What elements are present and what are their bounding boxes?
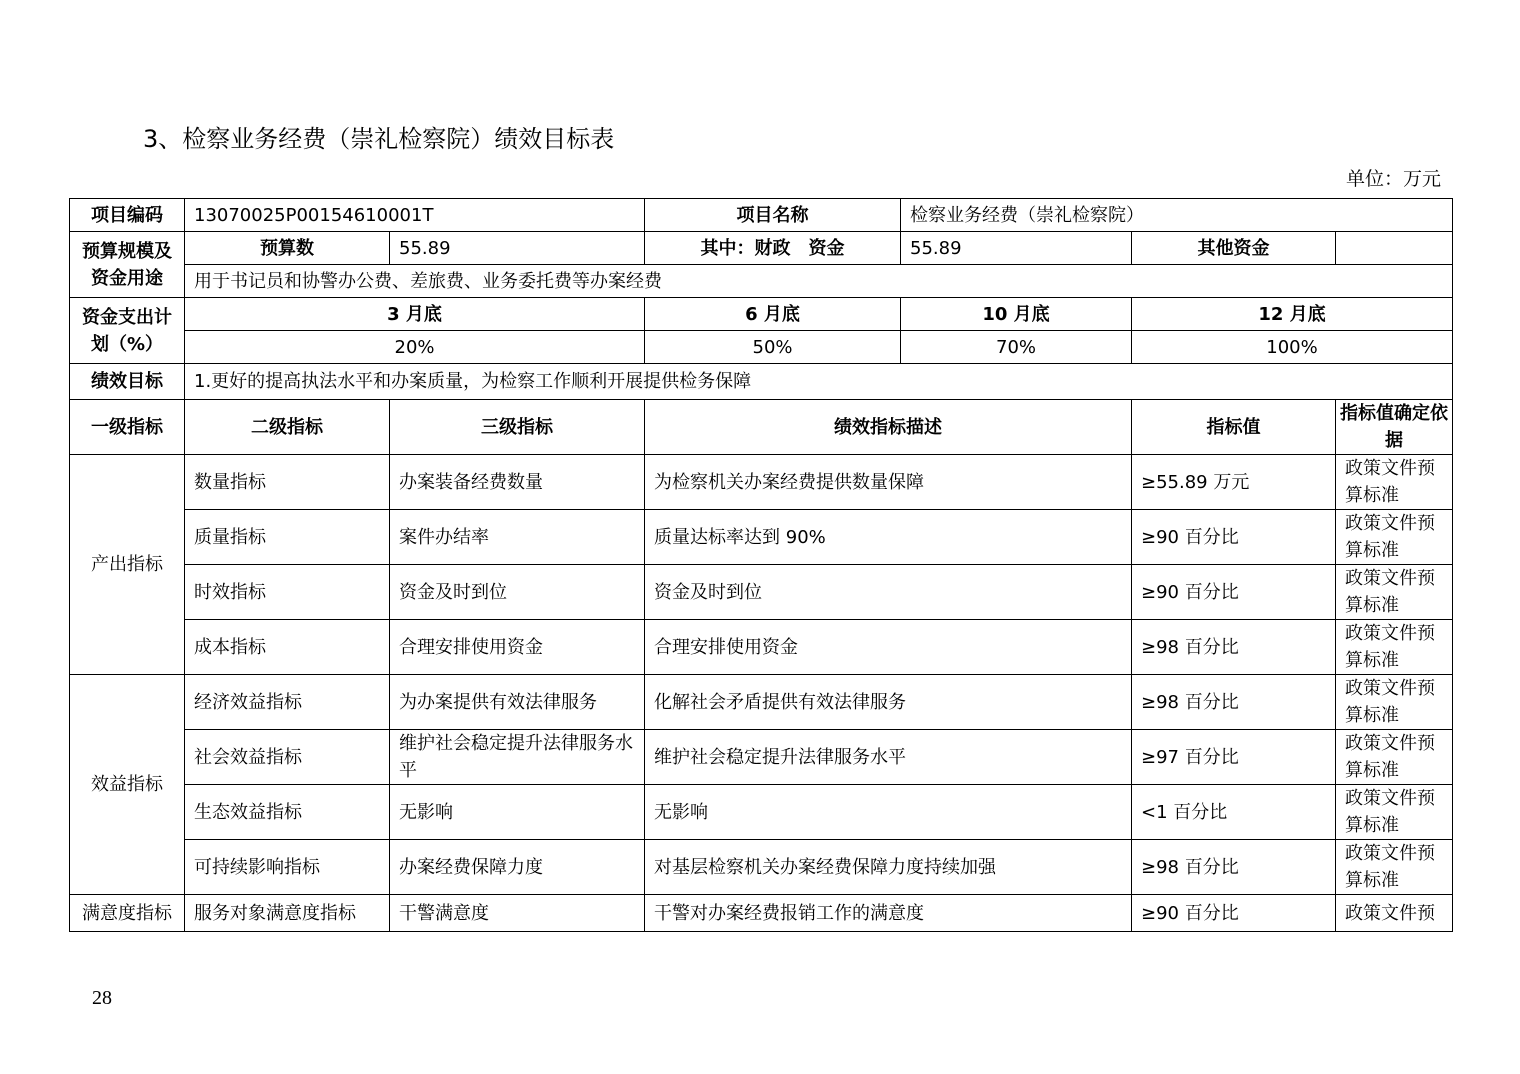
project-info-row [70, 199, 1453, 232]
level3-indicator: 维护社会稳定提升法律服务水平 [390, 730, 645, 785]
spending-plan-period-row [70, 298, 1453, 331]
level2-indicator: 质量指标 [185, 510, 390, 565]
period-value: 20% [185, 331, 645, 364]
level2-indicator: 经济效益指标 [185, 675, 390, 730]
other-fund-value [1336, 232, 1453, 265]
level2-indicator: 数量指标 [185, 455, 390, 510]
project-name-value: 检察业务经费（崇礼检察院） [901, 199, 1453, 232]
budget-label: 预算规模及资金用途 [70, 232, 185, 298]
period-value: 70% [901, 331, 1132, 364]
indicator-basis: 政策文件预算标准 [1336, 840, 1453, 895]
period-label: 10 月底 [901, 298, 1132, 331]
indicator-value: ≥98 百分比 [1132, 675, 1336, 730]
indicator-row [70, 455, 1453, 510]
document-title: 3、检察业务经费（崇礼检察院）绩效目标表 [143, 125, 615, 153]
period-value: 50% [645, 331, 901, 364]
level3-indicator: 办案经费保障力度 [390, 840, 645, 895]
indicator-basis: 政策文件预算标准 [1336, 785, 1453, 840]
indicator-basis: 政策文件预算标准 [1336, 620, 1453, 675]
level2-indicator: 社会效益指标 [185, 730, 390, 785]
period-label: 12 月底 [1132, 298, 1453, 331]
indicator-basis: 政策文件预 [1336, 895, 1453, 932]
fiscal-fund-value: 55.89 [901, 232, 1132, 265]
indicator-value: <1 百分比 [1132, 785, 1336, 840]
fund-usage-row [70, 265, 1453, 298]
project-code-value: 13070025P00154610001T [185, 199, 645, 232]
indicator-basis: 政策文件预算标准 [1336, 455, 1453, 510]
period-value: 100% [1132, 331, 1453, 364]
project-code-label: 项目编码 [70, 199, 185, 232]
indicator-value: ≥90 百分比 [1132, 565, 1336, 620]
indicator-description: 为检察机关办案经费提供数量保障 [645, 455, 1132, 510]
indicator-row [70, 730, 1453, 785]
performance-goal-row [70, 364, 1453, 400]
level2-indicator: 生态效益指标 [185, 785, 390, 840]
project-name-label: 项目名称 [645, 199, 901, 232]
level3-indicator: 干警满意度 [390, 895, 645, 932]
level3-indicator: 办案装备经费数量 [390, 455, 645, 510]
indicator-value: ≥90 百分比 [1132, 510, 1336, 565]
level3-indicator: 案件办结率 [390, 510, 645, 565]
indicator-row [70, 895, 1453, 932]
spending-plan-label: 资金支出计划（%） [70, 298, 185, 364]
page-number: 28 [92, 987, 112, 1009]
column-header: 三级指标 [390, 400, 645, 455]
indicator-value: ≥98 百分比 [1132, 840, 1336, 895]
indicator-row [70, 785, 1453, 840]
level3-indicator: 资金及时到位 [390, 565, 645, 620]
column-header: 绩效指标描述 [645, 400, 1132, 455]
performance-goal-label: 绩效目标 [70, 364, 185, 400]
column-header: 指标值 [1132, 400, 1336, 455]
indicator-row [70, 565, 1453, 620]
indicator-description: 干警对办案经费报销工作的满意度 [645, 895, 1132, 932]
performance-goal-text: 1.更好的提高执法水平和办案质量，为检察工作顺利开展提供检务保障 [185, 364, 1453, 400]
period-label: 3 月底 [185, 298, 645, 331]
indicator-description: 对基层检察机关办案经费保障力度持续加强 [645, 840, 1132, 895]
performance-target-table [69, 198, 1453, 932]
indicator-row [70, 510, 1453, 565]
unit-label: 单位：万元 [1345, 168, 1441, 190]
indicator-row [70, 840, 1453, 895]
indicator-description: 质量达标率达到 90% [645, 510, 1132, 565]
indicator-row [70, 620, 1453, 675]
column-header: 二级指标 [185, 400, 390, 455]
level3-indicator: 为办案提供有效法律服务 [390, 675, 645, 730]
level2-indicator: 服务对象满意度指标 [185, 895, 390, 932]
indicator-description: 无影响 [645, 785, 1132, 840]
indicator-value: ≥55.89 万元 [1132, 455, 1336, 510]
indicator-value: ≥97 百分比 [1132, 730, 1336, 785]
indicator-header-row [70, 400, 1453, 455]
indicator-basis: 政策文件预算标准 [1336, 675, 1453, 730]
column-header: 一级指标 [70, 400, 185, 455]
budget-total-value: 55.89 [390, 232, 645, 265]
level1-indicator: 产出指标 [70, 455, 185, 675]
level1-indicator: 满意度指标 [70, 895, 185, 932]
indicator-basis: 政策文件预算标准 [1336, 565, 1453, 620]
column-header: 指标值确定依据 [1336, 400, 1453, 455]
level3-indicator: 合理安排使用资金 [390, 620, 645, 675]
spending-plan-value-row [70, 331, 1453, 364]
level2-indicator: 成本指标 [185, 620, 390, 675]
indicator-value: ≥98 百分比 [1132, 620, 1336, 675]
fund-usage-text: 用于书记员和协警办公费、差旅费、业务委托费等办案经费 [185, 265, 1453, 298]
fiscal-fund-label: 其中：财政 资金 [645, 232, 901, 265]
indicator-row [70, 675, 1453, 730]
indicator-basis: 政策文件预算标准 [1336, 510, 1453, 565]
level2-indicator: 可持续影响指标 [185, 840, 390, 895]
indicator-basis: 政策文件预算标准 [1336, 730, 1453, 785]
indicator-description: 化解社会矛盾提供有效法律服务 [645, 675, 1132, 730]
budget-total-label: 预算数 [185, 232, 390, 265]
indicator-value: ≥90 百分比 [1132, 895, 1336, 932]
indicator-description: 维护社会稳定提升法律服务水平 [645, 730, 1132, 785]
indicator-description: 合理安排使用资金 [645, 620, 1132, 675]
period-label: 6 月底 [645, 298, 901, 331]
level3-indicator: 无影响 [390, 785, 645, 840]
level2-indicator: 时效指标 [185, 565, 390, 620]
budget-amount-row [70, 232, 1453, 265]
indicator-description: 资金及时到位 [645, 565, 1132, 620]
other-fund-label: 其他资金 [1132, 232, 1336, 265]
level1-indicator: 效益指标 [70, 675, 185, 895]
